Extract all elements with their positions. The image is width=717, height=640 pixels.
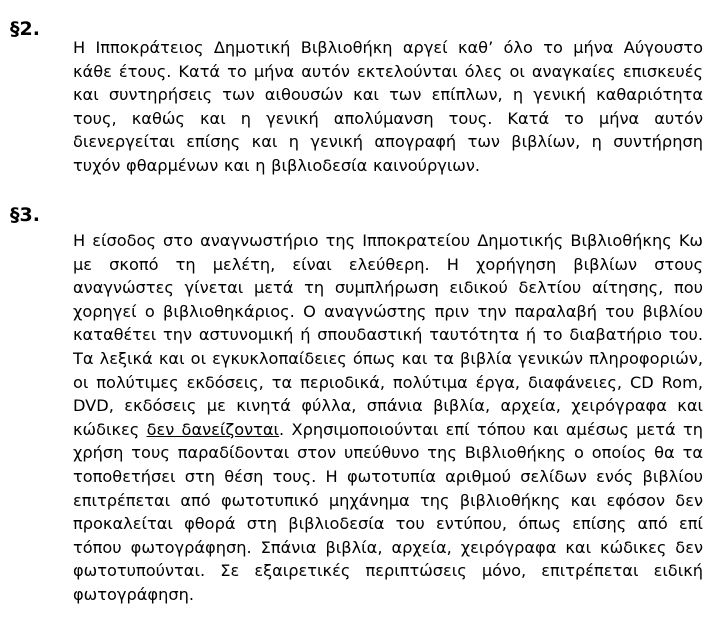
section-3-paragraph: [73, 229, 703, 607]
section-3-text-after: . Χρησιμοποιούνται επί τόπου και αμέσως μετά τη χρήση τους παραδίδονται στον υπεύθυνο της Βιβλιοθήκης ο οποίος θα τα τοποθετήσει στη θέση τους. Η φωτοτυπία αριθμού σελίδων ενός βιβλίου επιτρέπεται από φωτοτυπικό μηχάνημα της βιβλιοθήκης και εφόσον δεν προκαλείται φθορά στη βιβλιοδεσία του εντύπου, όπως επίσης από επί τόπου φωτογράφηση. Σπάνια βιβλία, αρχεία, χειρόγραφα και κώδικες δεν φωτοτυπούνται. Σε εξαιρετικές περιπτώσεις μόνο, επιτρέπεται ειδική φωτογράφηση.: [73, 419, 703, 604]
section-2-paragraph: Η Ιπποκράτειος Δημοτική Βιβλιοθήκη αργεί καθ’ όλο το μήνα Αύγουστο κάθε έτους. Κατά το μήνα αυτόν εκτελούνται όλες οι αναγκαίες επισκευές και συντηρήσεις των αιθουσών και των επίπλων, η γενική καθαριότητα τους, καθώς και η γενική απολύμανση τους. Κατά το μήνα αυτόν διενεργείται επίσης και η γενική απογραφή των βιβλίων, η συντήρηση τυχόν φθαρμένων και η βιβλιοδεσία καινούργιων.: [73, 38, 703, 175]
section-3-heading: §3.: [10, 204, 40, 226]
not-lent-emphasis: δεν δανείζονται: [146, 419, 280, 439]
section-3-text-before: Η είσοδος στο αναγνωστήριο της Ιπποκρατείου Δημοτικής Βιβλιοθήκης Κω με σκοπό τη μελέτη, είναι ελεύθερη. Η χορήγηση βιβλίων στους αναγνώστες γίνεται μετά τη συμπλήρωση ειδικού δελτίου αίτησης, που χορηγεί ο βιβλιοθηκάριος. Ο αναγνώστης πριν την παραλαβή του βιβλίου καταθέτει την αστυνομική ή σπουδαστική ταυτότητα ή το διαβατήριο του. Τα λεξικά και οι εγκυκλοπαίδειες όπως και τα βιβλία γενικών πληροφοριών, οι πολύτιμες εκδόσεις, τα περιοδικά, πολύτιμα έργα, διαφάνειες, CD Rom, DVD, εκδόσεις με κινητά φύλλα, σπάνια βιβλία, αρχεία, χειρόγραφα και κώδικες: [73, 231, 703, 439]
section-2-heading: §2.: [10, 18, 40, 40]
